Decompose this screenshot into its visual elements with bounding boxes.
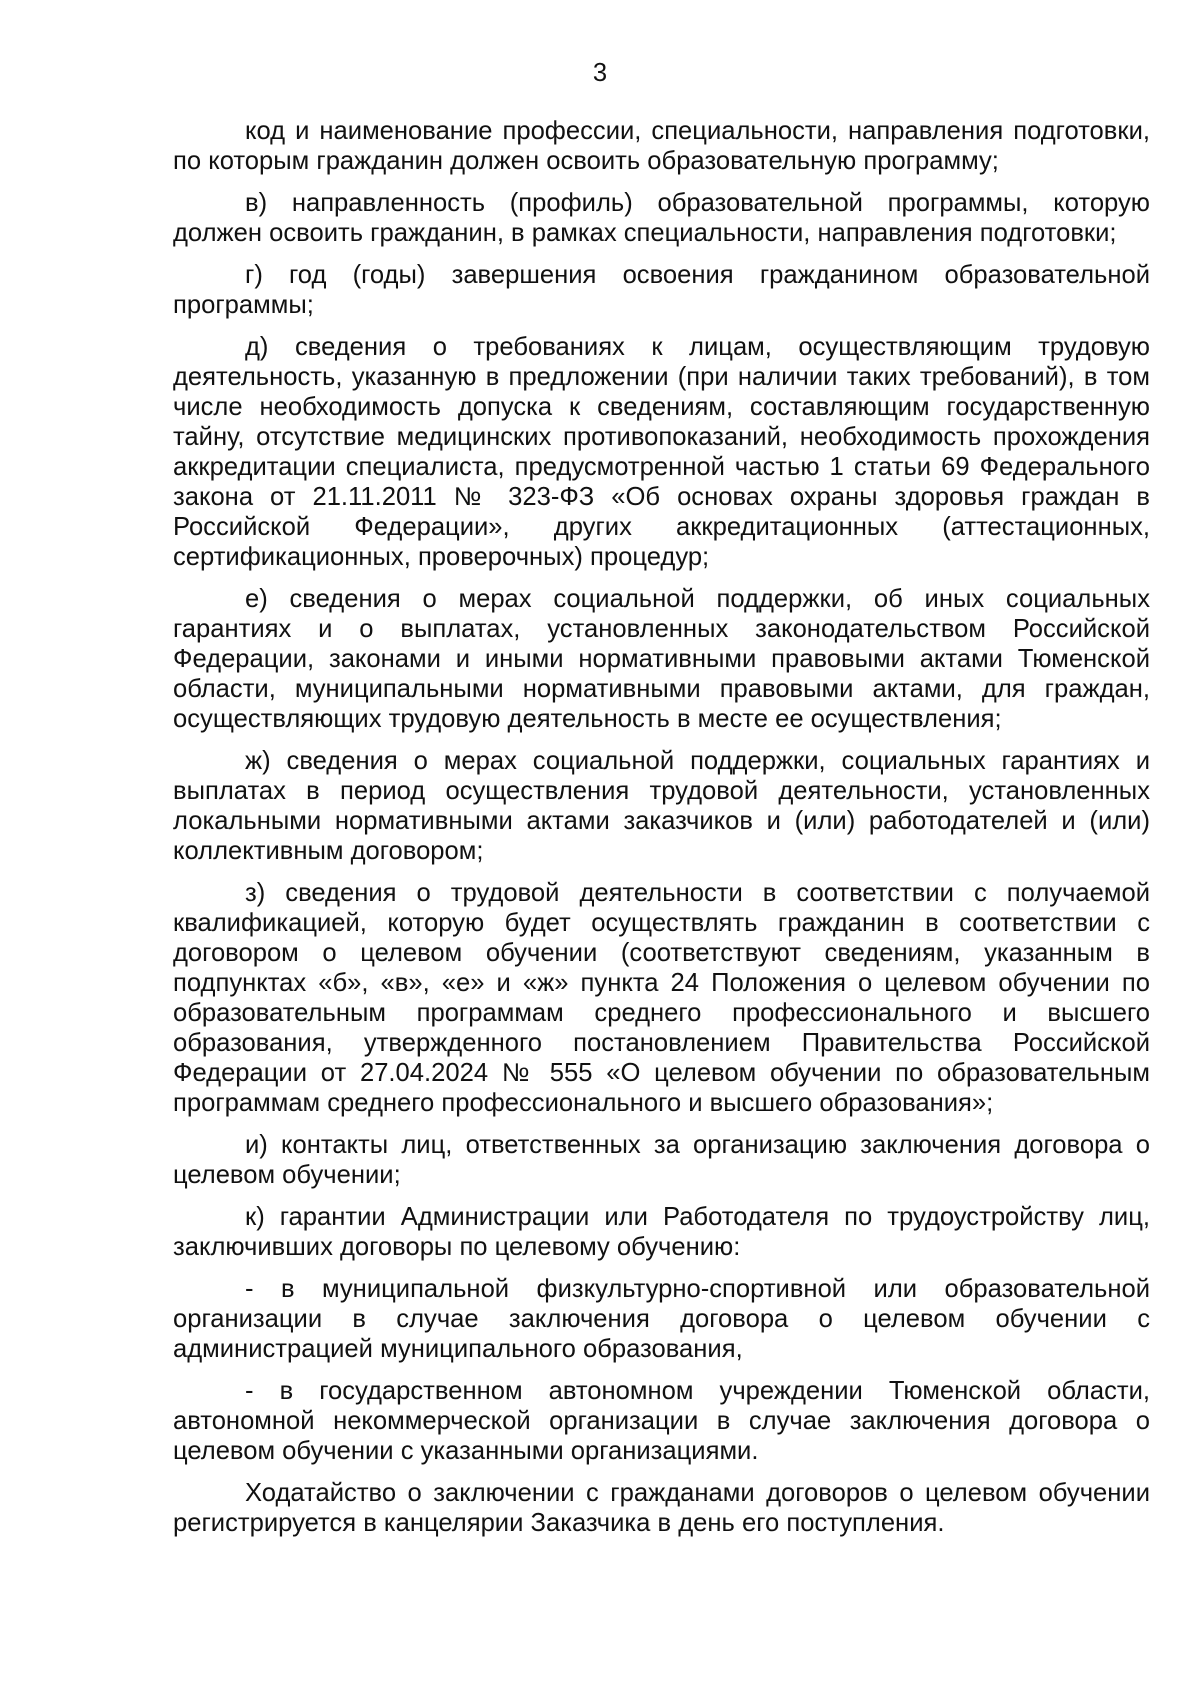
list-item: - в государственном автономном учреждении Тюменской области, автономной некоммерческой организации в случае заключения договора о целевом обучении с указанными организациями. — [173, 1377, 1150, 1465]
document-body — [173, 116, 1150, 1550]
page-number: 3 — [592, 59, 608, 87]
paragraph: код и наименование профессии, специальности, направления подготовки, по которым гражданин должен освоить образовательную программу; — [173, 117, 1150, 175]
paragraph: з) сведения о трудовой деятельности в соответствии с получаемой квалификацией, которую будет осуществлять гражданин в соответствии с договором о целевом обучении (соответствуют сведениям, указанным в подпунктах «б», «в», «е» и «ж» пункта 24 Положения о целевом обучении по образовательным программам среднего профессионального и высшего образования, утвержденного постановлением Правительства Российской Федерации от 27.04.2024 № 555 «О целевом обучении по образовательным программам среднего профессионального и высшего образования»; — [173, 879, 1150, 1117]
paragraph: ж) сведения о мерах социальной поддержки, социальных гарантиях и выплатах в период осуществления трудовой деятельности, установленных локальными нормативными актами заказчиков и (или) работодателей и (или) коллективным договором; — [173, 747, 1150, 865]
list-item: - в муниципальной физкультурно-спортивной или образовательной организации в случае заключения договора о целевом обучении с администрацией муниципального образования, — [173, 1275, 1150, 1363]
paragraph: в) направленность (профиль) образовательной программы, которую должен освоить гражданин, в рамках специальности, направления подготовки; — [173, 189, 1150, 247]
paragraph: Ходатайство о заключении с гражданами договоров о целевом обучении регистрируется в канцелярии Заказчика в день его поступления. — [173, 1479, 1150, 1537]
paragraph: и) контакты лиц, ответственных за организацию заключения договора о целевом обучении; — [173, 1131, 1150, 1189]
paragraph: е) сведения о мерах социальной поддержки, об иных социальных гарантиях и о выплатах, установленных законодательством Российской Федерации, законами и иными нормативными правовыми актами Тюменской области, муниципальными нормативными правовыми актами, для граждан, осуществляющих трудовую деятельность в месте ее осуществления; — [173, 585, 1150, 733]
paragraph: г) год (годы) завершения освоения гражданином образовательной программы; — [173, 261, 1150, 319]
paragraph: д) сведения о требованиях к лицам, осуществляющим трудовую деятельность, указанную в предложении (при наличии таких требований), в том числе необходимость допуска к сведениям, составляющим государственную тайну, отсутствие медицинских противопоказаний, необходимость прохождения аккредитации специалиста, предусмотренной частью 1 статьи 69 Федерального закона от 21.11.2011 № 323-ФЗ «Об основах охраны здоровья граждан в Российской Федерации», других аккредитационных (аттестационных, сертификационных, проверочных) процедур; — [173, 333, 1150, 571]
paragraph: к) гарантии Администрации или Работодателя по трудоустройству лиц, заключивших договоры по целевому обучению: — [173, 1203, 1150, 1261]
